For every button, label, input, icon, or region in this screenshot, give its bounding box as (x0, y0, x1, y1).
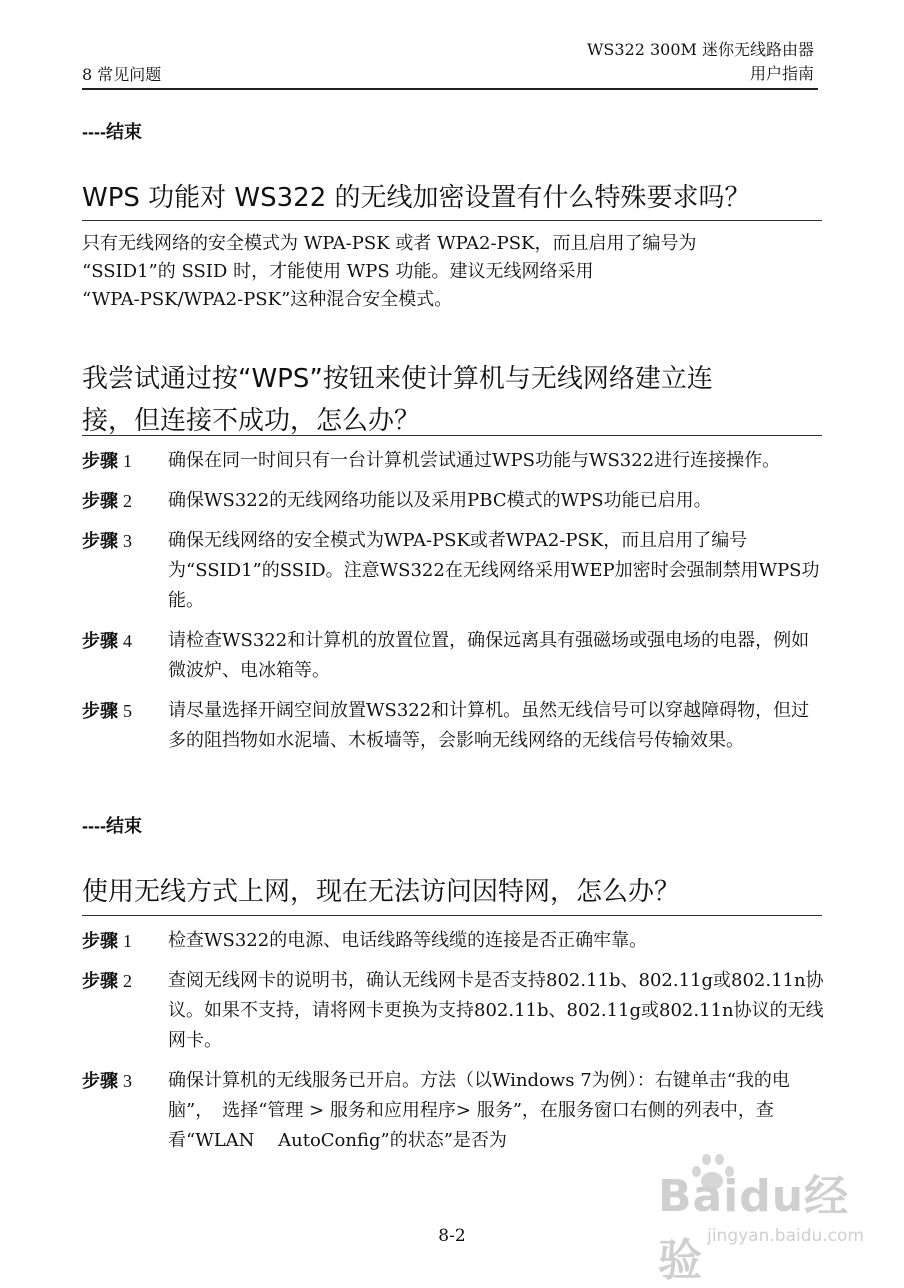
end-marker: ----结束 (82, 122, 142, 142)
step-text: 确保在同一时间只有一台计算机尝试通过WPS功能与WS322进行连接操作。 (168, 450, 781, 471)
product-name: WS322 300M 迷你无线路由器 (586, 40, 814, 59)
step-item (82, 446, 824, 476)
step-text: 查阅无线网卡的说明书，确认无线网卡是否支持802.11b、802.11g或802.11n协议。如果不支持，请将网卡更换为支持802.11b、802.11g或802.11n协议的无线网卡。 (168, 970, 824, 1051)
step-text: 请尽量选择开阔空间放置WS322和计算机。虽然无线信号可以穿越障碍物，但过多的阻挡物如水泥墙、木板墙等，会影响无线网络的无线信号传输效果。 (168, 700, 810, 751)
step-label: 步骤 4 (82, 631, 133, 651)
chapter-label: 8 常见问题 (82, 65, 162, 84)
step-item (82, 696, 824, 756)
guide-name: 用户指南 (749, 64, 814, 83)
header-title (587, 38, 814, 86)
watermark-url: jingyan.baidu.com (707, 1226, 864, 1246)
heading-line: 接，但连接不成功，怎么办？ (82, 406, 421, 436)
step-item (82, 486, 824, 516)
step-label: 步骤 1 (82, 931, 133, 951)
step-text: 确保WS322的无线网络功能以及采用PBC模式的WPS功能已启用。 (168, 490, 712, 511)
end-marker: ----结束 (82, 816, 142, 836)
step-list (82, 446, 824, 766)
heading-line: 我尝试通过按“WPS”按钮来使计算机与无线网络建立连 (82, 364, 713, 394)
section-heading-wps-encryption: WPS 功能对 WS322 的无线加密设置有什么特殊要求吗？ (82, 183, 751, 213)
step-text: 确保计算机的无线服务已开启。方法（以Windows 7为例）：右键单击“我的电脑”， 选择“管理 > 服务和应用程序> 服务”，在服务窗口右侧的列表中，查看“WLAN AutoConfig”的状态”是否为 (168, 1070, 790, 1151)
baidu-watermark (658, 1150, 868, 1286)
paragraph-line: 只有无线网络的安全模式为 WPA-PSK 或者 WPA2-PSK，而且启用了编号为 (82, 233, 697, 254)
heading-rule (82, 915, 822, 916)
step-label: 步骤 5 (82, 701, 133, 721)
paragraph-line: “WPA-PSK/WPA2-PSK”这种混合安全模式。 (82, 289, 453, 310)
section-heading-wps-button (82, 358, 824, 442)
step-label: 步骤 3 (82, 1071, 133, 1091)
step-item (82, 1066, 824, 1156)
step-list (82, 926, 824, 1166)
step-label: 步骤 2 (82, 491, 133, 511)
step-label: 步骤 2 (82, 971, 133, 991)
step-text: 确保无线网络的安全模式为WPA-PSK或者WPA2-PSK，而且启用了编号为“SSID1”的SSID。注意WS322在无线网络采用WEP加密时会强制禁用WPS功能。 (168, 530, 820, 611)
step-label: 步骤 1 (82, 451, 133, 471)
paragraph-line: “SSID1”的 SSID 时，才能使用 WPS 功能。建议无线网络采用 (82, 261, 594, 282)
watermark-logo: Baidu经验 (658, 1171, 850, 1286)
page-number: 8-2 (438, 1226, 466, 1246)
header-rule (82, 88, 818, 90)
section-paragraph (82, 230, 822, 314)
heading-rule (82, 435, 822, 436)
step-item (82, 966, 824, 1056)
heading-rule (82, 220, 822, 221)
step-item (82, 526, 824, 616)
step-text: 请检查WS322和计算机的放置位置，确保远离具有强磁场或强电场的电器，例如微波炉、电冰箱等。 (168, 630, 810, 681)
step-label: 步骤 3 (82, 531, 133, 551)
step-item (82, 926, 824, 956)
step-text: 检查WS322的电源、电话线路等线缆的连接是否正确牢靠。 (168, 930, 648, 951)
step-item (82, 626, 824, 686)
section-heading-no-internet: 使用无线方式上网，现在无法访问因特网，怎么办？ (82, 877, 681, 907)
